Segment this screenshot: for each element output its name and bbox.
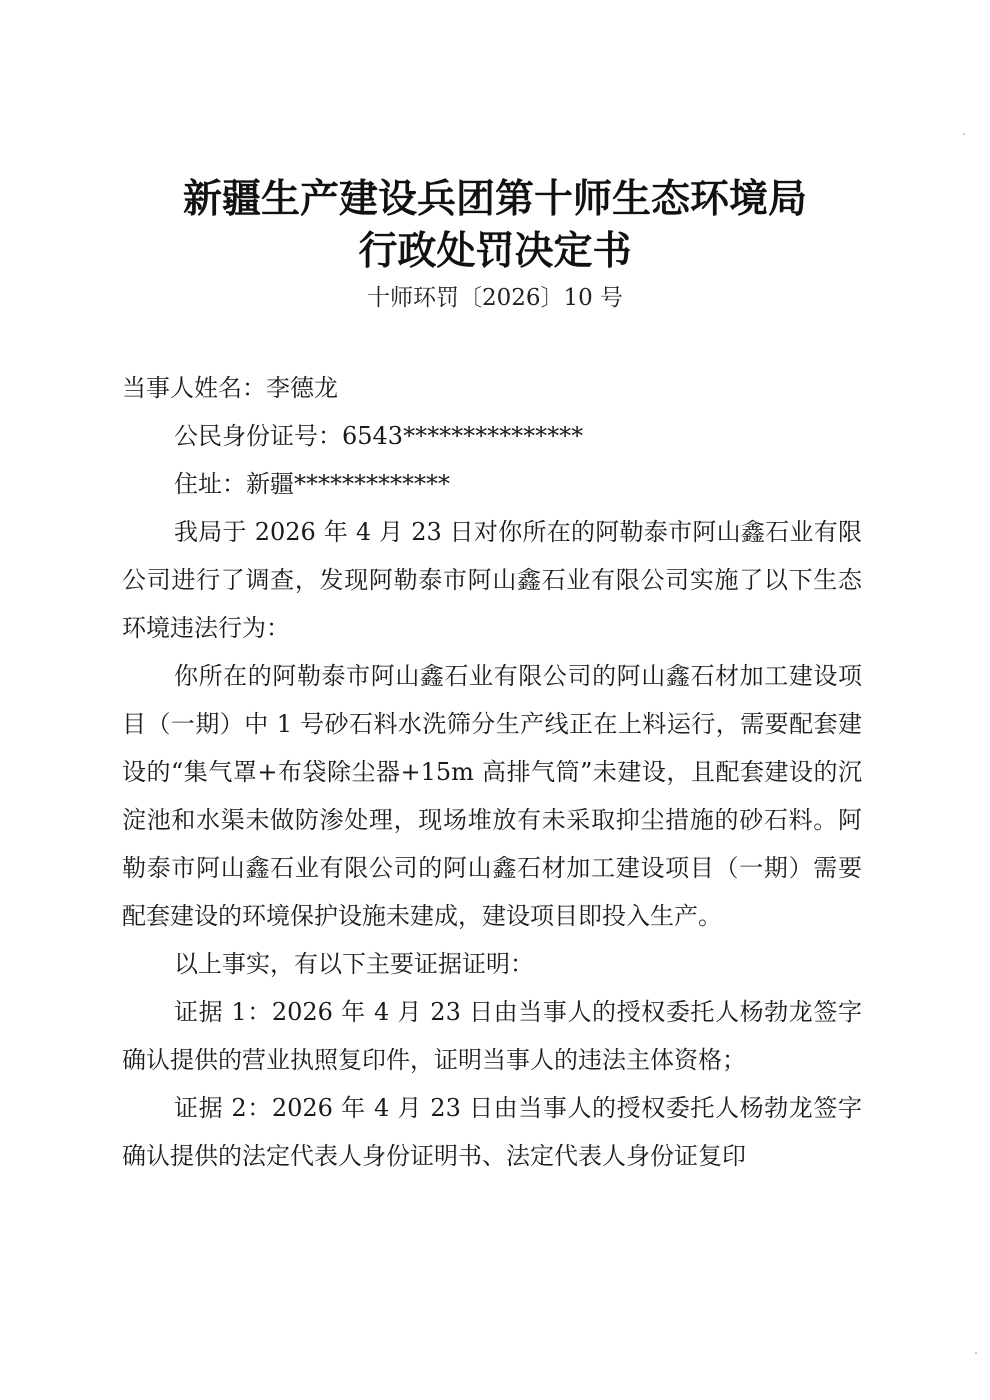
document-number: 十师环罚〔2026〕10 号 xyxy=(366,285,624,311)
paragraph-evidence-2: 证据 2：2026 年 4 月 23 日由当事人的授权委托人杨勃龙签字确认提供的法定代表人身份证明书、法定代表人身份证复印 xyxy=(122,1094,862,1170)
party-id-line: 公民身份证号：6543*************** xyxy=(174,422,584,450)
scan-speck xyxy=(963,133,965,135)
document-body xyxy=(122,364,862,1180)
paragraph-evidence-intro: 以上事实，有以下主要证据证明： xyxy=(174,950,534,978)
paragraph-investigation: 我局于 2026 年 4 月 23 日对你所在的阿勒泰市阿山鑫石业有限公司进行了调查，发现阿勒泰市阿山鑫石业有限公司实施了以下生态环境违法行为： xyxy=(122,518,862,642)
paragraph-violation-facts: 你所在的阿勒泰市阿山鑫石业有限公司的阿山鑫石材加工建设项目（一期）中 1 号砂石料水洗筛分生产线正在上料运行，需要配套建设的“集气罩+布袋除尘器+15m 高排气筒”未建设，且配套建设的沉淀池和水渠未做防渗处理，现场堆放有未采取抑尘措施的砂石料。阿勒泰市阿山鑫石业有限公司的阿山鑫石材加工建设项目（一期）需要配套建设的环境保护设施未建成，建设项目即投入生产。 xyxy=(122,662,862,930)
party-name-line: 当事人姓名：李德龙 xyxy=(122,374,338,402)
party-address-line: 住址：新疆************* xyxy=(174,470,450,498)
paragraph-evidence-1: 证据 1：2026 年 4 月 23 日由当事人的授权委托人杨勃龙签字确认提供的营业执照复印件，证明当事人的违法主体资格； xyxy=(122,998,862,1074)
document-title-line2: 行政处罚决定书 xyxy=(358,228,632,274)
scan-speck xyxy=(975,1352,977,1354)
document-title-line1: 新疆生产建设兵团第十师生态环境局 xyxy=(182,176,807,222)
